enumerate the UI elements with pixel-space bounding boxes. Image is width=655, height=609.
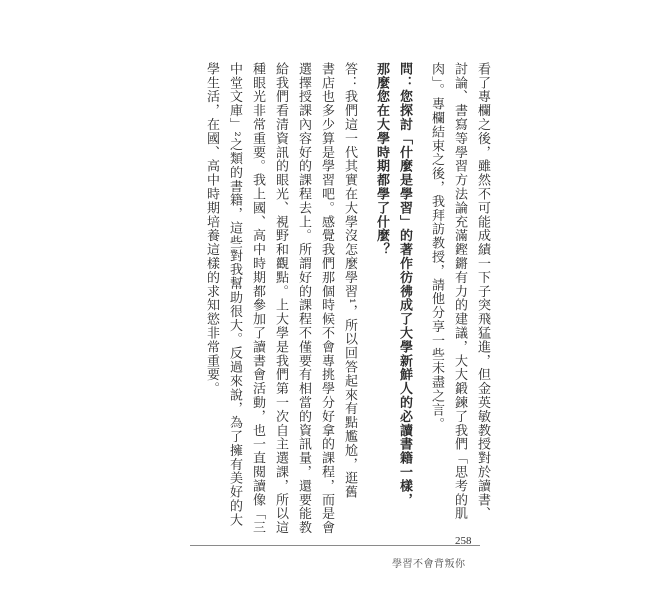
answer-line-7: 學生活，在國、高中時期培養這樣的求知慾非常重要。 xyxy=(204,62,219,396)
question-line-2: 那麼您在大學時期都學了什麼？ xyxy=(374,62,389,257)
answer-line-3: 選擇授課內容好的課程去上。所謂好的課程不僅要有相當的資訊量，還要能教 xyxy=(296,62,311,535)
text-column-3: 肉」。專欄結束之後，我拜訪教授，請他分享一些未盡之言。 xyxy=(429,62,444,431)
answer-line-4: 給我們看清資訊的眼光、視野和觀點。上大學是我們第一次自主選課，所以這 xyxy=(273,62,288,535)
answer-line-1: 答：我們這一代其實在大學沒怎麼學習¹，所以回答起來有點尷尬，逛舊 xyxy=(342,62,357,500)
running-head: 學習不會背叛你 xyxy=(392,559,466,570)
question-line-1: 問：您探討「什麼是學習」的著作彷彿成了大學新鮮人的必讀書籍一樣， xyxy=(397,62,412,507)
page-number: 258 xyxy=(455,535,472,547)
footer-rule xyxy=(190,545,480,546)
text-column-1: 看了專欄之後，雖然不可能成績一下子突飛猛進，但金英敏教授對於讀書、 xyxy=(475,62,490,521)
answer-line-6: 中堂文庫」²之類的書籍，這些對我幫助很大。反過來說，為了擁有美好的大 xyxy=(227,62,242,527)
text-column-2: 討論、書寫等學習方法論充滿鏗鏘有力的建議，大大鍛鍊了我們「思考的肌 xyxy=(452,62,467,521)
answer-line-5: 種眼光非常重要。我上國、高中時期都參加了讀書會活動，也一直閱讀像「三 xyxy=(250,62,265,535)
answer-line-2: 書店也多少算是學習吧。感覺我們那個時候不會專挑學分好拿的課程，而是會 xyxy=(319,62,334,535)
